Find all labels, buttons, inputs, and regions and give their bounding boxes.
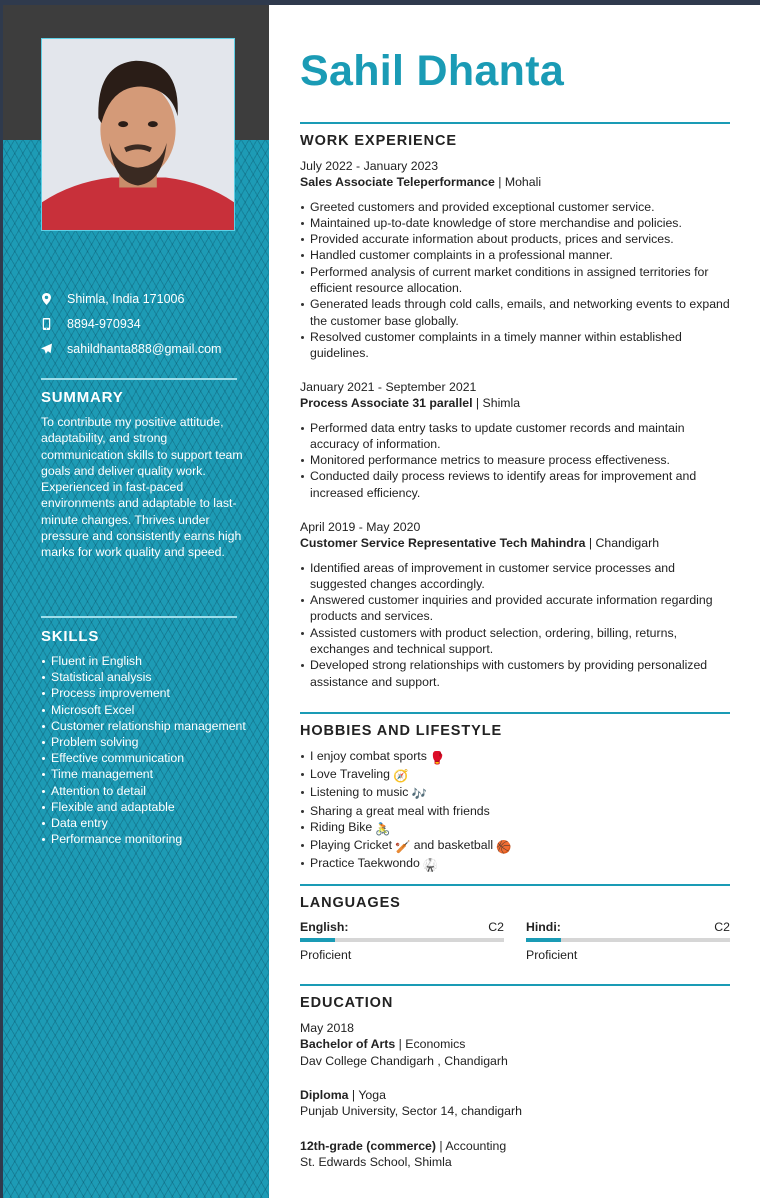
hobby-text: Sharing a great meal with friends	[310, 803, 490, 818]
summary-text	[41, 414, 246, 561]
skill-item: Performance monitoring	[41, 831, 251, 847]
contact-email	[41, 336, 251, 361]
education-degree: Bachelor of Arts	[300, 1037, 396, 1052]
language-row	[526, 920, 730, 934]
skills-heading: SKILLS	[41, 628, 100, 645]
job-bullet: Assisted customers with product selection, ordering, billing, returns, exchanges and technical support.	[300, 625, 730, 658]
education-entry	[300, 1020, 730, 1069]
hobby-text: I enjoy combat sports	[310, 749, 427, 763]
skill-item: Statistical analysis	[41, 669, 251, 685]
section-rule	[300, 122, 730, 124]
skill-item: Problem solving	[41, 734, 251, 750]
language-proficiency: Proficient	[526, 948, 578, 962]
hobby-text: Playing Cricket	[310, 838, 393, 853]
education-entry	[300, 1138, 730, 1171]
job-title-line: Process Associate 31 parallel | Shimla	[300, 396, 521, 411]
education-school: Dav College Chandigarh , Chandigarh	[300, 1053, 508, 1068]
education-degree: 12th-grade (commerce)	[300, 1139, 436, 1153]
skill-item: Fluent in English	[41, 653, 251, 669]
skill-item: Customer relationship management	[41, 718, 251, 734]
candidate-name: Sahil Dhanta	[300, 47, 565, 95]
skill-item: Effective communication	[41, 750, 251, 766]
hobbies-section	[300, 748, 730, 873]
job-entry	[300, 519, 730, 690]
location-pin-icon	[41, 293, 67, 305]
job-location: Mohali	[504, 175, 542, 190]
education-date: May 2018	[300, 1021, 355, 1035]
sidebar	[3, 5, 269, 1198]
skill-item: Microsoft Excel	[41, 702, 251, 718]
job-title-line: Sales Associate Teleperformance | Mohali	[300, 175, 542, 190]
education-degree-line: Diploma | Yoga	[300, 1088, 386, 1102]
job-bullet: Resolved customer complaints in a timely manner within established guidelines.	[300, 329, 730, 362]
skill-item: Process improvement	[41, 685, 251, 701]
send-icon	[41, 343, 67, 355]
language-proficiency: Proficient	[300, 948, 352, 962]
education-field: Economics	[405, 1037, 466, 1052]
job-bullet: Answered customer inquiries and provided accurate information regarding products and services.	[300, 592, 730, 625]
skill-item: Attention to detail	[41, 783, 251, 799]
contact-location-text: Shimla, India 171006	[67, 291, 185, 306]
education-school: Punjab University, Sector 14, chandigarh	[300, 1104, 522, 1119]
job-bullet: Developed strong relationships with customers by providing personalized assistance and support.	[300, 657, 730, 690]
skill-item: Time management	[41, 766, 251, 782]
sidebar-divider	[41, 378, 237, 380]
education-school: St. Edwards School, Shimla	[300, 1155, 452, 1170]
job-bullet: Greeted customers and provided exceptional customer service.	[300, 199, 730, 215]
language-entry	[526, 920, 730, 962]
job-bullet: Monitored performance metrics to measure process effectiveness.	[300, 452, 730, 468]
hobby-item	[300, 819, 730, 837]
education-degree: Diploma	[300, 1088, 349, 1102]
hobbies-list	[300, 748, 730, 873]
summary-heading: SUMMARY	[41, 389, 124, 406]
job-dates: January 2021 - September 2021	[300, 380, 477, 394]
hobby-text: Love Traveling	[310, 767, 390, 782]
education-field: Accounting	[445, 1139, 507, 1153]
skill-item: Data entry	[41, 815, 251, 831]
job-location: Shimla	[482, 396, 521, 411]
education-field: Yoga	[358, 1088, 386, 1102]
contact-info	[41, 286, 251, 361]
languages-heading: LANGUAGES	[300, 895, 401, 911]
hobby-item	[300, 803, 730, 819]
job-bullet: Generated leads through cold calls, emails, and networking events to expand the customer base globally.	[300, 296, 730, 329]
education-degree-line: 12th-grade (commerce) | Accounting	[300, 1139, 507, 1153]
boxing-glove-icon: 🥊	[429, 751, 446, 765]
section-rule	[300, 884, 730, 886]
music-notes-icon: 🎶	[411, 787, 427, 802]
hobby-item	[300, 784, 730, 802]
job-location: Chandigarh	[595, 536, 660, 551]
hobby-text: Listening to music	[310, 785, 409, 800]
hobbies-heading: HOBBIES AND LIFESTYLE	[300, 723, 503, 739]
job-title: Customer Service Representative Tech Mahindra	[300, 536, 586, 551]
hobby-text: Riding Bike	[310, 819, 373, 834]
job-bullet: Performed data entry tasks to update customer records and maintain accuracy of information.	[300, 420, 730, 453]
language-level: C2	[488, 920, 504, 934]
language-progress-fill	[526, 938, 561, 942]
job-title: Sales Associate Teleperformance	[300, 175, 495, 190]
job-dates: April 2019 - May 2020	[300, 520, 421, 534]
contact-email-text: sahildhanta888@gmail.com	[67, 341, 222, 356]
cricket-bat-icon: 🏏	[395, 840, 411, 855]
language-progress-bar	[300, 938, 504, 942]
sidebar-divider	[41, 616, 237, 618]
skill-item: Flexible and adaptable	[41, 799, 251, 815]
job-title: Process Associate 31 parallel	[300, 396, 473, 411]
contact-phone	[41, 311, 251, 336]
job-bullet: Handled customer complaints in a professional manner.	[300, 247, 730, 263]
skills-list	[41, 653, 251, 847]
job-bullets	[300, 199, 730, 362]
job-bullets	[300, 560, 730, 690]
language-progress-bar	[526, 938, 730, 942]
language-row	[300, 920, 504, 934]
summary-paragraph: To contribute my positive attitude, adaptability, and strong communication skills to support team goals and deliver quality work.	[41, 415, 243, 478]
job-entry	[300, 379, 730, 501]
education-heading: EDUCATION	[300, 995, 394, 1011]
hobby-item	[300, 766, 730, 784]
job-bullet: Conducted daily process reviews to identify areas for improvement and increased efficiency.	[300, 468, 730, 501]
hobby-item	[300, 837, 730, 855]
language-progress-fill	[300, 938, 335, 942]
job-title-line: Customer Service Representative Tech Mahindra | Chandigarh	[300, 536, 660, 551]
hobby-item	[300, 748, 730, 766]
job-bullets	[300, 420, 730, 501]
job-bullet: Maintained up-to-date knowledge of store merchandise and policies.	[300, 215, 730, 231]
job-bullet: Performed analysis of current market conditions in assigned territories for efficient resource allocation.	[300, 264, 730, 297]
summary-paragraph: Experienced in fast-paced environments and adaptable to last-minute changes. Thrives under pressure and consistently earns high marks for work quality and speed.	[41, 480, 242, 560]
basketball-icon: 🏀	[496, 840, 512, 855]
hobby-text: Practice Taekwondo	[310, 856, 420, 871]
profile-photo	[41, 38, 235, 231]
phone-icon	[41, 318, 67, 330]
job-entry	[300, 158, 730, 362]
language-entry	[300, 920, 504, 962]
language-level: C2	[714, 920, 730, 934]
language-name: English:	[300, 920, 349, 934]
section-rule	[300, 712, 730, 714]
education-degree-line: Bachelor of Arts | Economics	[300, 1037, 466, 1052]
contact-phone-text: 8894-970934	[67, 316, 141, 331]
education-entry	[300, 1087, 730, 1120]
bicycle-icon: 🚴	[375, 821, 391, 836]
compass-icon: 🧭	[392, 769, 409, 784]
work-experience-heading: WORK EXPERIENCE	[300, 133, 457, 149]
contact-location	[41, 286, 251, 311]
job-bullet: Provided accurate information about products, prices and services.	[300, 231, 730, 247]
language-name: Hindi:	[526, 920, 561, 934]
martial-arts-uniform-icon: 🥋	[422, 858, 439, 873]
resume-page	[3, 5, 760, 1198]
job-dates: July 2022 - January 2023	[300, 159, 439, 173]
section-rule	[300, 984, 730, 986]
hobby-item	[300, 855, 730, 873]
hobby-text-suffix: and basketball	[413, 838, 494, 853]
job-bullet: Identified areas of improvement in customer service processes and suggested changes accordingly.	[300, 560, 730, 593]
